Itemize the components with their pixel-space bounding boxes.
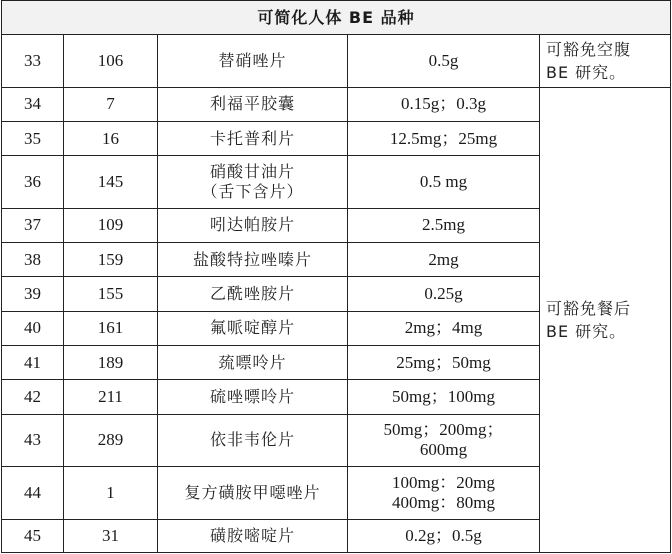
cell-line: 替硝唑片 [218, 51, 287, 71]
cell-line: 巯嘌呤片 [218, 352, 287, 372]
strength [348, 156, 540, 208]
cell-line: 可豁免空腹 [546, 40, 632, 60]
catalog-number: 16 [64, 122, 158, 156]
cell-line: 硫唑嘌呤片 [209, 386, 295, 406]
drug-name [158, 35, 348, 87]
catalog-number: 155 [64, 277, 158, 311]
cell-line: 利福平胶囊 [209, 94, 295, 114]
catalog-number: 145 [64, 156, 158, 208]
row-number: 39 [2, 277, 64, 311]
catalog-number: 211 [64, 380, 158, 414]
drug-name [158, 87, 348, 121]
strength [348, 122, 540, 156]
row-number: 35 [2, 122, 64, 156]
strength [348, 277, 540, 311]
strength [348, 346, 540, 380]
cell-line: 50mg；200mg； [383, 420, 504, 440]
strength [348, 380, 540, 414]
cell-line: 100mg：20mg [392, 472, 495, 492]
cell-line: 2mg；4mg [404, 318, 483, 338]
cell-line: 0.5g [428, 51, 459, 71]
drug-name [158, 122, 348, 156]
cell-line: 2.5mg [422, 215, 465, 235]
strength [348, 243, 540, 277]
cell-line: 2mg [428, 249, 459, 269]
catalog-number: 109 [64, 208, 158, 242]
row-number: 36 [2, 156, 64, 208]
drug-name [158, 346, 348, 380]
catalog-number: 189 [64, 346, 158, 380]
catalog-number: 31 [64, 519, 158, 552]
cell-line: 吲达帕胺片 [209, 215, 295, 235]
cell-line: 25mg；50mg [396, 352, 491, 372]
cell-line: BE 研究。 [546, 63, 627, 83]
catalog-number: 7 [64, 87, 158, 121]
row-number: 33 [2, 35, 64, 87]
row-number: 37 [2, 208, 64, 242]
strength [348, 519, 540, 552]
catalog-number: 289 [64, 414, 158, 466]
drug-name [158, 311, 348, 345]
drug-name [158, 208, 348, 242]
cell-line: 0.5 mg [419, 172, 468, 192]
row-number: 44 [2, 467, 64, 519]
catalog-number: 161 [64, 311, 158, 345]
table-title-row [2, 1, 671, 35]
catalog-number: 159 [64, 243, 158, 277]
row-number: 43 [2, 414, 64, 466]
row-number: 41 [2, 346, 64, 380]
cell-line: 可豁免餐后 [546, 298, 632, 318]
strength [348, 467, 540, 519]
cell-line: 盐酸特拉唑嗪片 [192, 249, 312, 269]
cell-line: 0.25g [424, 284, 463, 304]
strength [348, 35, 540, 87]
strength [348, 414, 540, 466]
drug-name [158, 156, 348, 208]
drug-name [158, 380, 348, 414]
drug-name [158, 414, 348, 466]
drug-name [158, 277, 348, 311]
table-row [2, 87, 671, 121]
cell-line: 400mg：80mg [392, 492, 495, 512]
strength [348, 87, 540, 121]
drug-name [158, 519, 348, 552]
drug-name [158, 467, 348, 519]
cell-line: BE 研究。 [546, 321, 627, 341]
cell-line: 50mg；100mg [392, 386, 495, 406]
strength [348, 311, 540, 345]
row-number: 40 [2, 311, 64, 345]
row-number: 34 [2, 87, 64, 121]
cell-line: 硝酸甘油片 [209, 162, 295, 182]
cell-line: 0.15g；0.3g [401, 94, 486, 114]
cell-line: 卡托普利片 [209, 128, 295, 148]
cell-line: （舌下含片） [201, 182, 304, 202]
catalog-number: 106 [64, 35, 158, 87]
cell-line: 复方磺胺甲噁唑片 [184, 482, 321, 502]
row-number: 45 [2, 519, 64, 552]
row-number: 38 [2, 243, 64, 277]
cell-line: 氟哌啶醇片 [209, 318, 295, 338]
cell-line: 依非韦伦片 [209, 430, 295, 450]
table-row [2, 35, 671, 87]
cell-line: 12.5mg；25mg [389, 128, 498, 148]
row-number: 42 [2, 380, 64, 414]
drug-name [158, 243, 348, 277]
table-title: 可简化人体 BE 品种 [2, 1, 671, 35]
note-fed-waiver [540, 87, 671, 552]
cell-line: 600mg [419, 440, 468, 460]
cell-line: 磺胺嘧啶片 [209, 525, 295, 545]
cell-line: 0.2g；0.5g [405, 525, 482, 545]
cell-line: 乙酰唑胺片 [209, 284, 295, 304]
note-fasting-waiver [540, 35, 671, 87]
be-table [1, 0, 671, 553]
strength [348, 208, 540, 242]
catalog-number: 1 [64, 467, 158, 519]
